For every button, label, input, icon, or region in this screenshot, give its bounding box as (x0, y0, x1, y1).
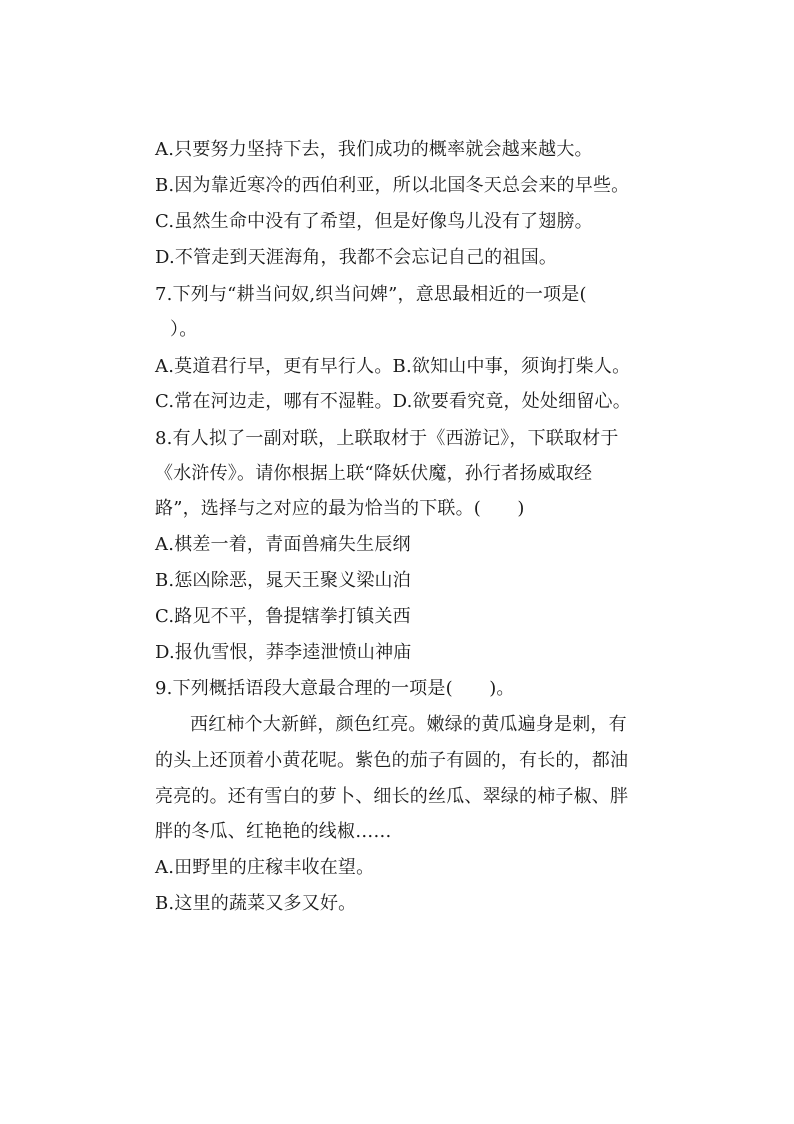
q9-option-b: B.这里的蔬菜又多又好。 (155, 893, 357, 914)
q9-passage-line2: 的头上还顶着小黄花呢。紫色的茄子有圆的，有长的，都油 (155, 750, 629, 771)
q8-option-d: D.报仇雪恨，莽李逵泄愤山神庙 (155, 642, 412, 663)
q6-option-c: C.虽然生命中没有了希望，但是好像鸟儿没有了翅膀。 (155, 211, 593, 232)
q8-option-b: B.惩凶除恶，晁天王聚义梁山泊 (155, 570, 411, 591)
q6-option-a: A.只要努力坚持下去，我们成功的概率就会越来越大。 (155, 139, 593, 160)
q9-stem: 9.下列概括语段大意最合理的一项是( )。 (155, 678, 515, 699)
q8-stem-line3: 路”，选择与之对应的最为恰当的下联。( ) (155, 498, 525, 519)
q7-stem-line1: 7.下列与“耕当问奴,织当问婢”，意思最相近的一项是( (155, 284, 587, 305)
q7-options-line2: C.常在河边走，哪有不湿鞋。D.欲要看究竟，处处细留心。 (155, 391, 631, 412)
q8-option-c: C.路见不平，鲁提辖拳打镇关西 (155, 606, 411, 627)
q7-stem-line2: ）。 (170, 319, 198, 340)
q9-passage-line1: 西红柿个大新鲜，颜色红亮。嫩绿的黄瓜遍身是刺，有 (190, 714, 627, 735)
q8-stem-line2: 《水浒传》。请你根据上联“降妖伏魔，孙行者扬威取经 (155, 463, 593, 484)
q6-option-d: D.不管走到天涯海角，我都不会忘记自己的祖国。 (155, 247, 558, 268)
q9-passage-line4: 胖的冬瓜、红艳艳的线椒…… (155, 821, 392, 842)
q9-passage-line3: 亮亮的。还有雪白的萝卜、细长的丝瓜、翠绿的柿子椒、胖 (155, 786, 629, 807)
q8-option-a: A.棋差一着，青面兽痛失生辰纲 (155, 534, 411, 555)
q7-options-line1: A.莫道君行早，更有早行人。B.欲知山中事，须询打柴人。 (155, 356, 631, 377)
q6-option-b: B.因为靠近寒冷的西伯利亚，所以北国冬天总会来的早些。 (155, 175, 630, 196)
q9-option-a: A.田野里的庄稼丰收在望。 (155, 857, 375, 878)
q8-stem-line1: 8.有人拟了一副对联，上联取材于《西游记》，下联取材于 (155, 428, 619, 449)
